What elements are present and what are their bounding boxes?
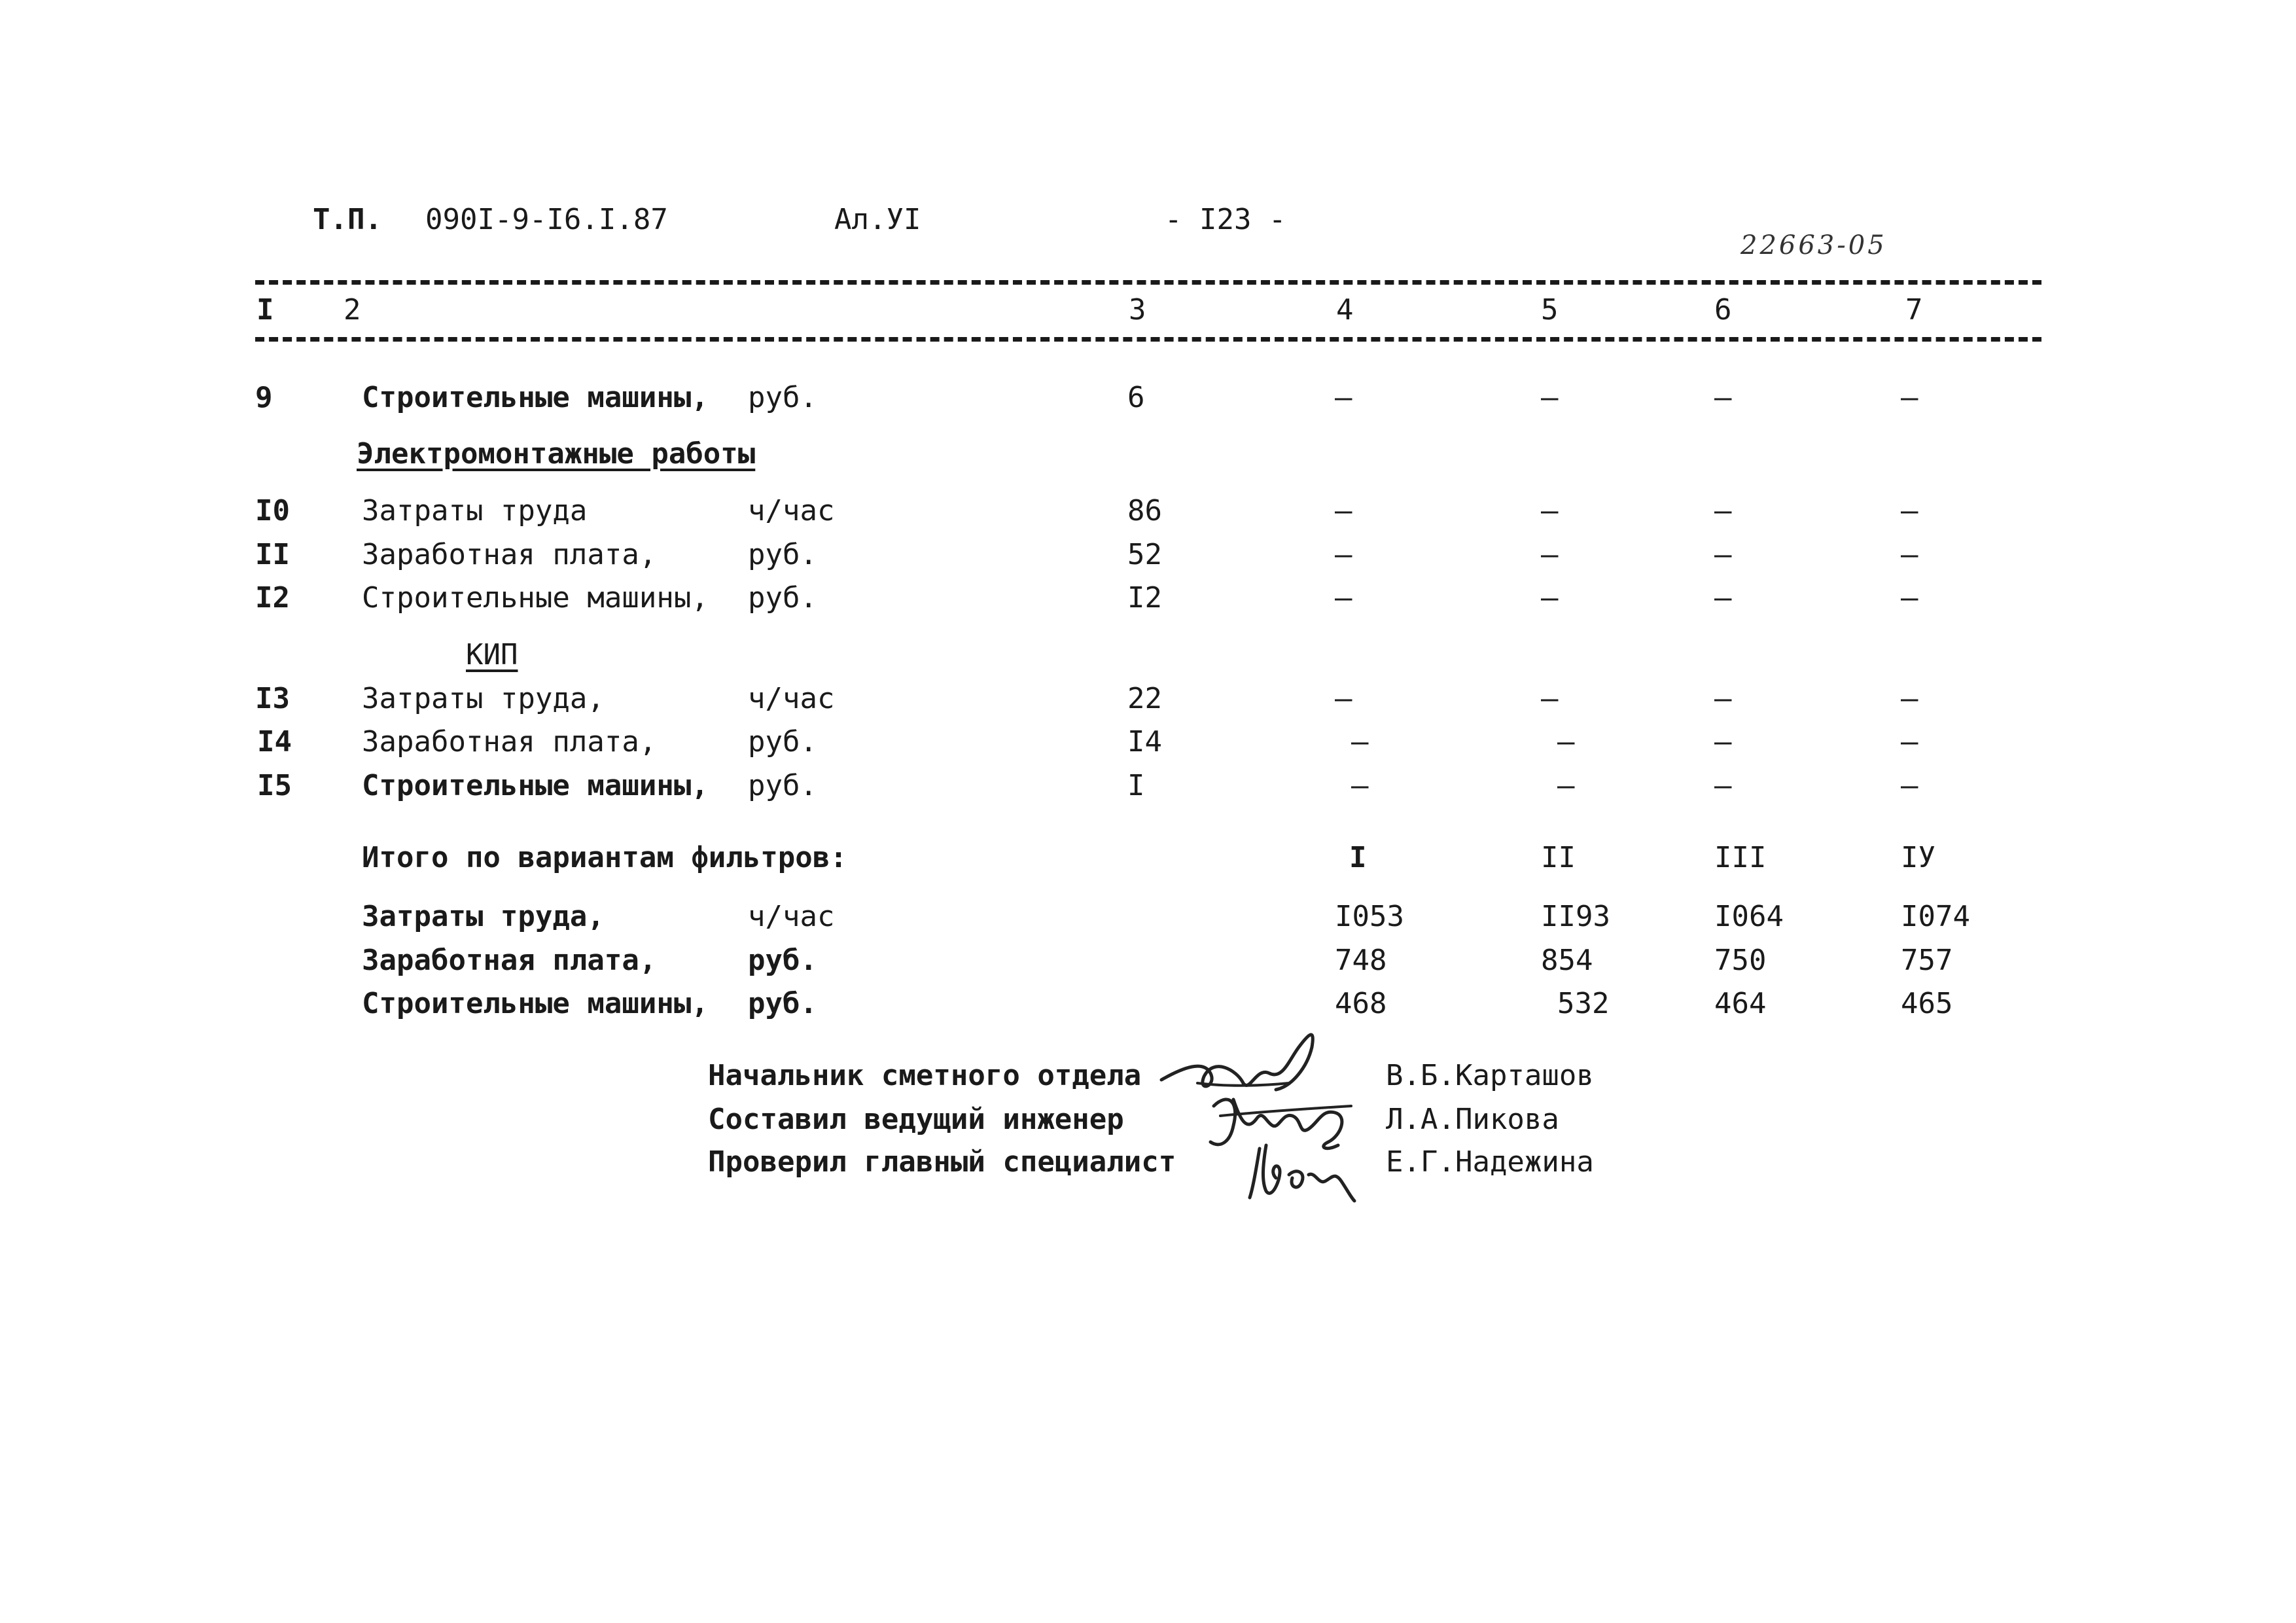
- row-unit: руб.: [748, 381, 817, 414]
- variant-header: IУ: [1901, 841, 1935, 874]
- totals-row-unit: ч/час: [748, 900, 835, 933]
- row-name: Затраты труда,: [362, 682, 605, 715]
- row-col4: –: [1335, 494, 1352, 527]
- row-col7: –: [1901, 381, 1918, 414]
- row-name: Строительные машины,: [362, 581, 709, 615]
- row-col6: –: [1714, 682, 1732, 715]
- totals-value: 854: [1541, 944, 1593, 977]
- totals-value: 468: [1335, 987, 1387, 1020]
- row-col7: –: [1901, 581, 1918, 615]
- totals-value: 750: [1714, 944, 1767, 977]
- totals-value: I053: [1335, 900, 1404, 933]
- row-unit: руб.: [748, 538, 817, 571]
- variant-header: III: [1714, 841, 1767, 874]
- row-col6: –: [1714, 725, 1732, 758]
- row-name: Затраты труда: [362, 494, 588, 527]
- totals-row-name: Затраты труда,: [362, 900, 605, 933]
- col-header-3: 3: [1129, 293, 1146, 327]
- row-name: Заработная плата,: [362, 725, 657, 758]
- row-col3: 86: [1127, 494, 1162, 527]
- row-col7: –: [1901, 769, 1918, 802]
- row-number: 9: [255, 381, 273, 414]
- col-header-2: 2: [344, 293, 361, 327]
- row-col7: –: [1901, 682, 1918, 715]
- doc-type: Т.П.: [313, 203, 382, 236]
- variant-header: II: [1541, 841, 1576, 874]
- row-col3: I2: [1127, 581, 1162, 615]
- row-col4: –: [1335, 538, 1352, 571]
- col-header-4: 4: [1336, 293, 1354, 327]
- row-col3: 22: [1127, 682, 1162, 715]
- row-number: I4: [257, 725, 292, 758]
- archive-stamp: 22663-05: [1740, 230, 1887, 260]
- row-number: I5: [257, 769, 292, 802]
- section-heading-electro: Электромонтажные работы: [357, 437, 756, 471]
- totals-row-unit: руб.: [748, 987, 817, 1020]
- row-col4: –: [1335, 381, 1352, 414]
- signature-role: Начальник сметного отдела: [708, 1059, 1142, 1092]
- row-col4: –: [1335, 682, 1352, 715]
- row-name: Строительные машины,: [362, 769, 709, 802]
- signature-role: Проверил главный специалист: [708, 1145, 1176, 1179]
- totals-value: 532: [1557, 987, 1610, 1020]
- totals-value: I074: [1901, 900, 1970, 933]
- page-number: - I23 -: [1165, 203, 1286, 236]
- row-col5: –: [1541, 494, 1559, 527]
- row-col5: –: [1541, 581, 1559, 615]
- row-unit: ч/час: [748, 494, 835, 527]
- row-col6: –: [1714, 769, 1732, 802]
- totals-title: Итого по вариантам фильтров:: [362, 841, 847, 874]
- doc-code: 090I-9-I6.I.87: [425, 203, 668, 236]
- section-heading-kip: КИП: [466, 638, 518, 671]
- totals-row-name: Строительные машины,: [362, 987, 709, 1020]
- row-number: II: [255, 538, 290, 571]
- totals-value: 748: [1335, 944, 1387, 977]
- row-col6: –: [1714, 581, 1732, 615]
- row-name: Заработная плата,: [362, 538, 657, 571]
- row-number: I0: [255, 494, 290, 527]
- row-col5: –: [1557, 769, 1575, 802]
- signature-role: Составил ведущий инженер: [708, 1103, 1124, 1136]
- totals-value: I064: [1714, 900, 1784, 933]
- row-col4: –: [1335, 581, 1352, 615]
- row-name: Строительные машины,: [362, 381, 709, 414]
- row-col3: 52: [1127, 538, 1162, 571]
- row-col5: –: [1557, 725, 1575, 758]
- handwritten-signature-nadezhina: [1243, 1135, 1374, 1207]
- row-col4: –: [1351, 769, 1369, 802]
- row-unit: руб.: [748, 769, 817, 802]
- totals-value: 465: [1901, 987, 1953, 1020]
- row-number: I3: [255, 682, 290, 715]
- row-unit: ч/час: [748, 682, 835, 715]
- row-col7: –: [1901, 538, 1918, 571]
- row-unit: руб.: [748, 725, 817, 758]
- totals-row-name: Заработная плата,: [362, 944, 657, 977]
- col-header-1: I: [256, 293, 274, 327]
- col-header-6: 6: [1714, 293, 1732, 327]
- signature-person: Е.Г.Надежина: [1386, 1145, 1594, 1179]
- row-col3: I: [1127, 769, 1145, 802]
- totals-value: 757: [1901, 944, 1953, 977]
- variant-header: I: [1349, 841, 1367, 874]
- row-col4: –: [1351, 725, 1369, 758]
- row-col7: –: [1901, 725, 1918, 758]
- row-col5: –: [1541, 538, 1559, 571]
- row-col5: –: [1541, 381, 1559, 414]
- totals-row-unit: руб.: [748, 944, 817, 977]
- row-col6: –: [1714, 538, 1732, 571]
- col-header-5: 5: [1541, 293, 1559, 327]
- totals-value: 464: [1714, 987, 1767, 1020]
- header-top-rule: [255, 280, 2041, 285]
- totals-value: II93: [1541, 900, 1610, 933]
- signature-person: Л.А.Пикова: [1386, 1103, 1559, 1136]
- row-col7: –: [1901, 494, 1918, 527]
- row-unit: руб.: [748, 581, 817, 615]
- row-col3: 6: [1127, 381, 1145, 414]
- album-number: Ал.УI: [834, 203, 921, 236]
- row-col6: –: [1714, 381, 1732, 414]
- row-col6: –: [1714, 494, 1732, 527]
- row-col3: I4: [1127, 725, 1162, 758]
- signature-person: В.Б.Карташов: [1386, 1059, 1594, 1092]
- row-number: I2: [255, 581, 290, 615]
- col-header-7: 7: [1905, 293, 1923, 327]
- header-bottom-rule: [255, 337, 2041, 342]
- row-col5: –: [1541, 682, 1559, 715]
